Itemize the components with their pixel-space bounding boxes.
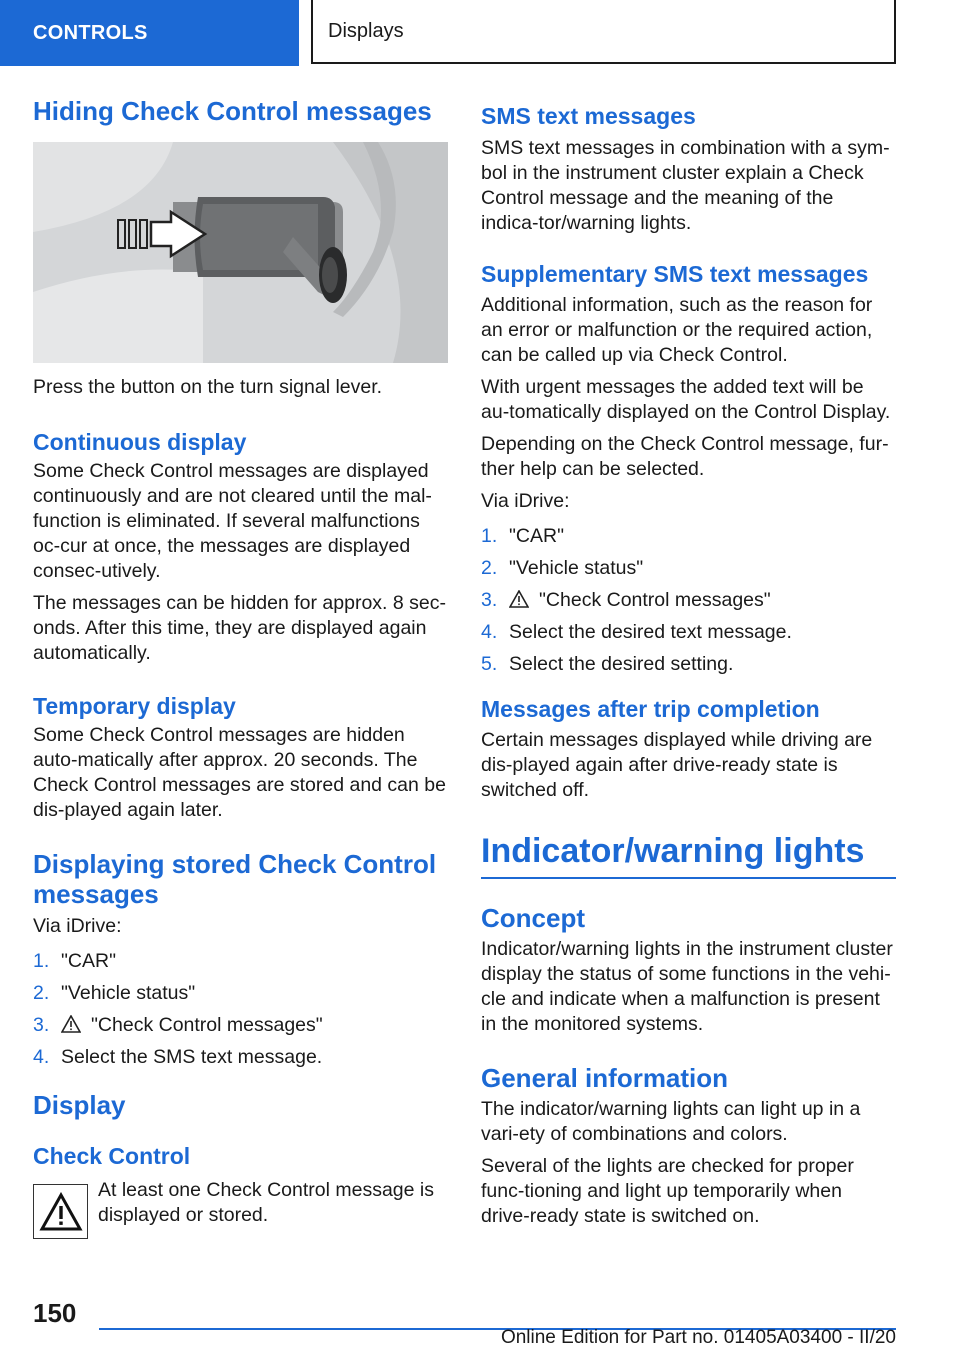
list-item: 5. Select the desired setting. (481, 653, 734, 675)
list-item: 3. "Check Control messages" (33, 1014, 323, 1036)
press-text: Press the button on the turn signal lever. (33, 376, 383, 398)
supplementary-paragraph-3: Depending on the Check Control message, fur-ther help can be selected. (481, 433, 889, 480)
general-paragraph-2: Several of the lights are checked for proper func-tioning and light up temporarily when drive-ready state is switched on. (481, 1155, 854, 1227)
lever-drawing (33, 142, 448, 363)
supplementary-title: Supplementary SMS text messages (481, 261, 869, 287)
right-column (481, 96, 896, 1229)
temporary-title: Temporary display (33, 693, 236, 719)
supplementary-steps-list (481, 524, 896, 677)
check-control-block (33, 1178, 448, 1239)
temporary-paragraph: Some Check Control messages are hidden auto-matically after approx. 20 seconds. The Check Control messages are stored and can be dis-played again later. (33, 724, 446, 821)
continuous-title: Continuous display (33, 429, 247, 455)
list-item: 3. "Check Control messages" (481, 589, 771, 611)
hiding-title: Hiding Check Control messages (33, 96, 432, 126)
footer-edition: Online Edition for Part no. 01405A03400 - II/20 (500, 1327, 896, 1348)
sms-title: SMS text messages (481, 103, 696, 129)
list-item: 4. Select the desired text message. (481, 621, 792, 643)
list-item: 1. "CAR" (33, 950, 117, 972)
concept-paragraph: Indicator/warning lights in the instrument cluster display the status of some functions in the vehi-cle and indicate when a malfunction is present in the monitored systems. (481, 938, 893, 1035)
stored-title: Displaying stored Check Control messages (33, 849, 437, 909)
list-item: 2. "Vehicle status" (481, 557, 644, 579)
display-title: Display (33, 1090, 126, 1120)
chapter-tab: Displays (311, 0, 896, 64)
list-item: 1. "CAR" (481, 525, 565, 547)
section-tab: CONTROLS (0, 0, 299, 66)
list-item: 4. Select the SMS text message. (33, 1046, 323, 1068)
supplementary-paragraph-1: Additional information, such as the reason for an error or malfunction or the required action, can be called up via Check Control. (481, 294, 873, 366)
stored-steps-list (33, 949, 448, 1070)
page-number: 150 (33, 1298, 77, 1328)
check-control-text: At least one Check Control message is displayed or stored. (98, 1179, 434, 1226)
page-header (0, 0, 960, 66)
check-control-title: Check Control (33, 1143, 191, 1169)
warning-triangle-icon (61, 1015, 81, 1033)
general-paragraph-1: The indicator/warning lights can light up in a vari-ety of combinations and colors. (481, 1098, 861, 1145)
continuous-paragraph-2: The messages can be hidden for approx. 8 sec-onds. After this time, they are displayed again automatically. (33, 592, 446, 664)
supplementary-via-idrive: Via iDrive: (481, 490, 570, 512)
turn-signal-lever-illustration (33, 142, 448, 363)
continuous-paragraph-1: Some Check Control messages are displayed continuously and are not cleared until the mal-function is eliminated. If several malfunctions oc-cur at once, the messages are displayed consec-utively. (33, 460, 432, 582)
after-trip-title: Messages after trip completion (481, 696, 820, 722)
general-title: General information (481, 1063, 729, 1093)
after-trip-paragraph: Certain messages displayed while driving are dis-played again after drive-ready state is switched off. (481, 729, 873, 801)
supplementary-paragraph-2: With urgent messages the added text will be au-tomatically displayed on the Control Display. (481, 376, 891, 423)
left-column (33, 96, 448, 1239)
sms-paragraph: SMS text messages in combination with a sym-bol in the instrument cluster explain a Check Control message and the meaning of the indica-tor/warning lights. (481, 137, 890, 234)
indicator-title: Indicator/warning lights (481, 832, 865, 870)
concept-title: Concept (481, 903, 585, 933)
stored-via-idrive: Via iDrive: (33, 915, 122, 937)
warning-triangle-icon (509, 590, 529, 608)
indicator-heading-block (481, 831, 896, 879)
check-control-warning-icon (33, 1184, 88, 1239)
list-item: 2. "Vehicle status" (33, 982, 196, 1004)
